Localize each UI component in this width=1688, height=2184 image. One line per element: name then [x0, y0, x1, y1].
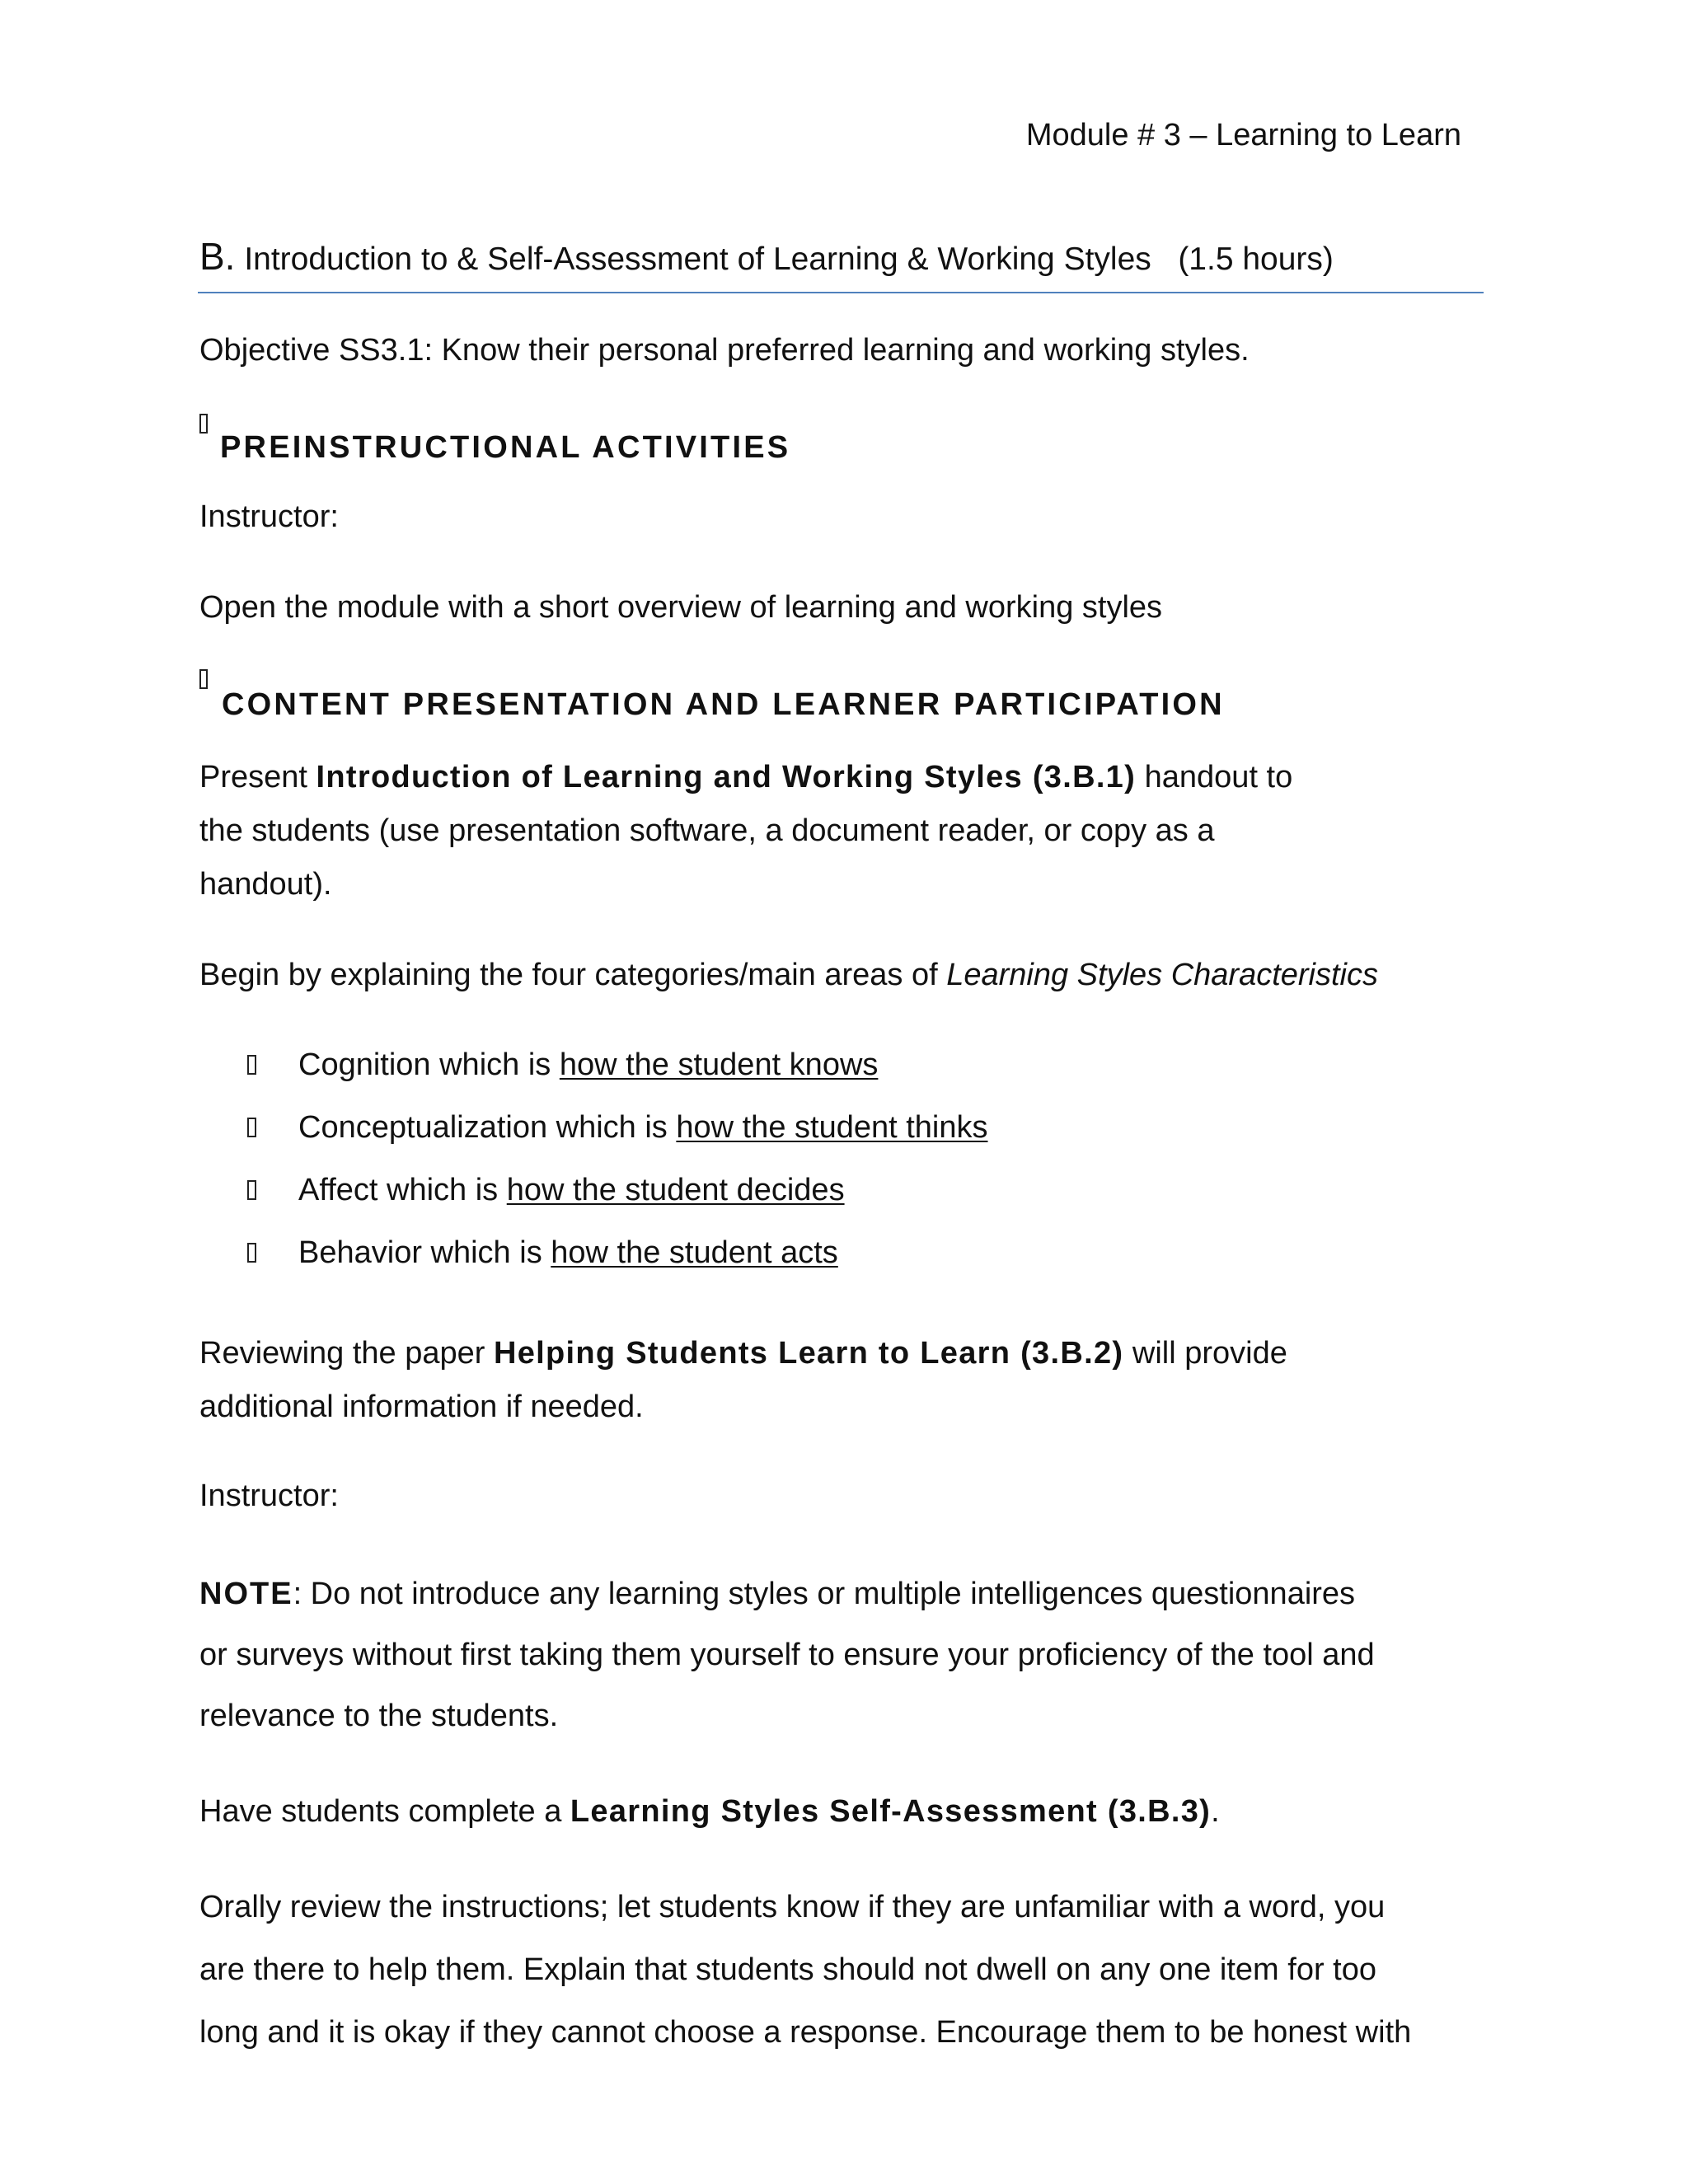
note-line-1: : Do not introduce any learning styles or multiple intelligences questionnaires	[293, 1577, 1356, 1611]
note-label: NOTE	[199, 1577, 293, 1611]
handout-title: Introduction of Learning and Working Styles (3.B.1)	[316, 760, 1137, 794]
list-item-underlined: how the student thinks	[676, 1110, 988, 1145]
preinstructional-text: Open the module with a short overview of learning and working styles	[199, 590, 1163, 625]
orally-line-1: Orally review the instructions; let students know if they are unfamiliar with a word, you	[199, 1890, 1386, 1924]
orally-line-3: long and it is okay if they cannot choose a response. Encourage them to be honest with	[199, 2015, 1412, 2050]
list-item	[247, 1169, 1401, 1212]
list-item-text	[298, 1106, 988, 1149]
present-line-2: the students (use presentation software, a document reader, or copy as a	[199, 813, 1215, 848]
bullet-icon	[247, 1118, 256, 1137]
present-line-3: handout).	[199, 867, 332, 902]
list-item-text	[298, 1169, 845, 1212]
assessment-prefix: Have students complete a	[199, 1794, 570, 1829]
list-item-underlined: how the student acts	[551, 1235, 838, 1270]
placeholder-box-icon	[199, 669, 208, 689]
instructor-label: Instructor:	[199, 1479, 339, 1513]
reviewing-paragraph	[199, 1327, 1493, 1434]
note-line-3: relevance to the students.	[199, 1699, 559, 1733]
content-presentation-heading: CONTENT PRESENTATION AND LEARNER PARTICIPATION	[222, 687, 1225, 722]
list-item	[247, 1106, 1401, 1149]
paper-title: Helping Students Learn to Learn (3.B.2)	[494, 1336, 1124, 1371]
section-duration: (1.5 hours)	[1178, 241, 1334, 277]
reviewing-prefix: Reviewing the paper	[199, 1336, 494, 1371]
objective-text: Objective SS3.1: Know their personal preferred learning and working styles.	[199, 333, 1250, 368]
bullet-icon	[247, 1180, 256, 1200]
assessment-title: Learning Styles Self-Assessment (3.B.3)	[570, 1794, 1212, 1829]
assessment-suffix: .	[1211, 1794, 1220, 1829]
orally-line-2: are there to help them. Explain that students should not dwell on any one item for too	[199, 1952, 1376, 1987]
placeholder-box-icon	[199, 414, 208, 434]
note-line-2: or surveys without first taking them yourself to ensure your proficiency of the tool and	[199, 1638, 1375, 1672]
section-title-text: Introduction to & Self-Assessment of Learning & Working Styles	[244, 241, 1151, 277]
list-item-underlined: how the student decides	[506, 1173, 845, 1207]
assessment-paragraph	[199, 1785, 1493, 1839]
note-paragraph	[199, 1563, 1493, 1746]
characteristics-title: Learning Styles Characteristics	[946, 958, 1378, 992]
list-item	[247, 1231, 1401, 1274]
section-title	[199, 237, 1477, 279]
bullet-icon	[247, 1055, 256, 1075]
reviewing-suffix: will provide	[1123, 1336, 1287, 1371]
instructor-label: Instructor:	[199, 499, 339, 534]
list-item-prefix: Cognition which is	[298, 1047, 560, 1082]
present-suffix: handout to	[1136, 760, 1293, 794]
reviewing-line-2: additional information if needed.	[199, 1390, 644, 1424]
page-header: Module # 3 – Learning to Learn	[1025, 118, 1461, 152]
list-item-underlined: how the student knows	[559, 1047, 879, 1082]
section-letter: B.	[199, 235, 236, 278]
begin-prefix: Begin by explaining the four categories/main areas of	[199, 958, 947, 992]
present-prefix: Present	[199, 760, 316, 794]
begin-paragraph	[199, 949, 1493, 1002]
list-item-prefix: Behavior which is	[298, 1235, 551, 1270]
list-item	[247, 1043, 1401, 1086]
list-item-prefix: Conceptualization which is	[298, 1110, 677, 1145]
orally-paragraph	[199, 1876, 1493, 2064]
list-item-text	[298, 1043, 878, 1086]
section-divider	[198, 292, 1484, 293]
list-item-prefix: Affect which is	[298, 1173, 507, 1207]
bullet-icon	[247, 1243, 256, 1263]
list-item-text	[298, 1231, 838, 1274]
present-paragraph	[199, 751, 1493, 912]
preinstructional-heading: PREINSTRUCTIONAL ACTIVITIES	[220, 430, 791, 465]
